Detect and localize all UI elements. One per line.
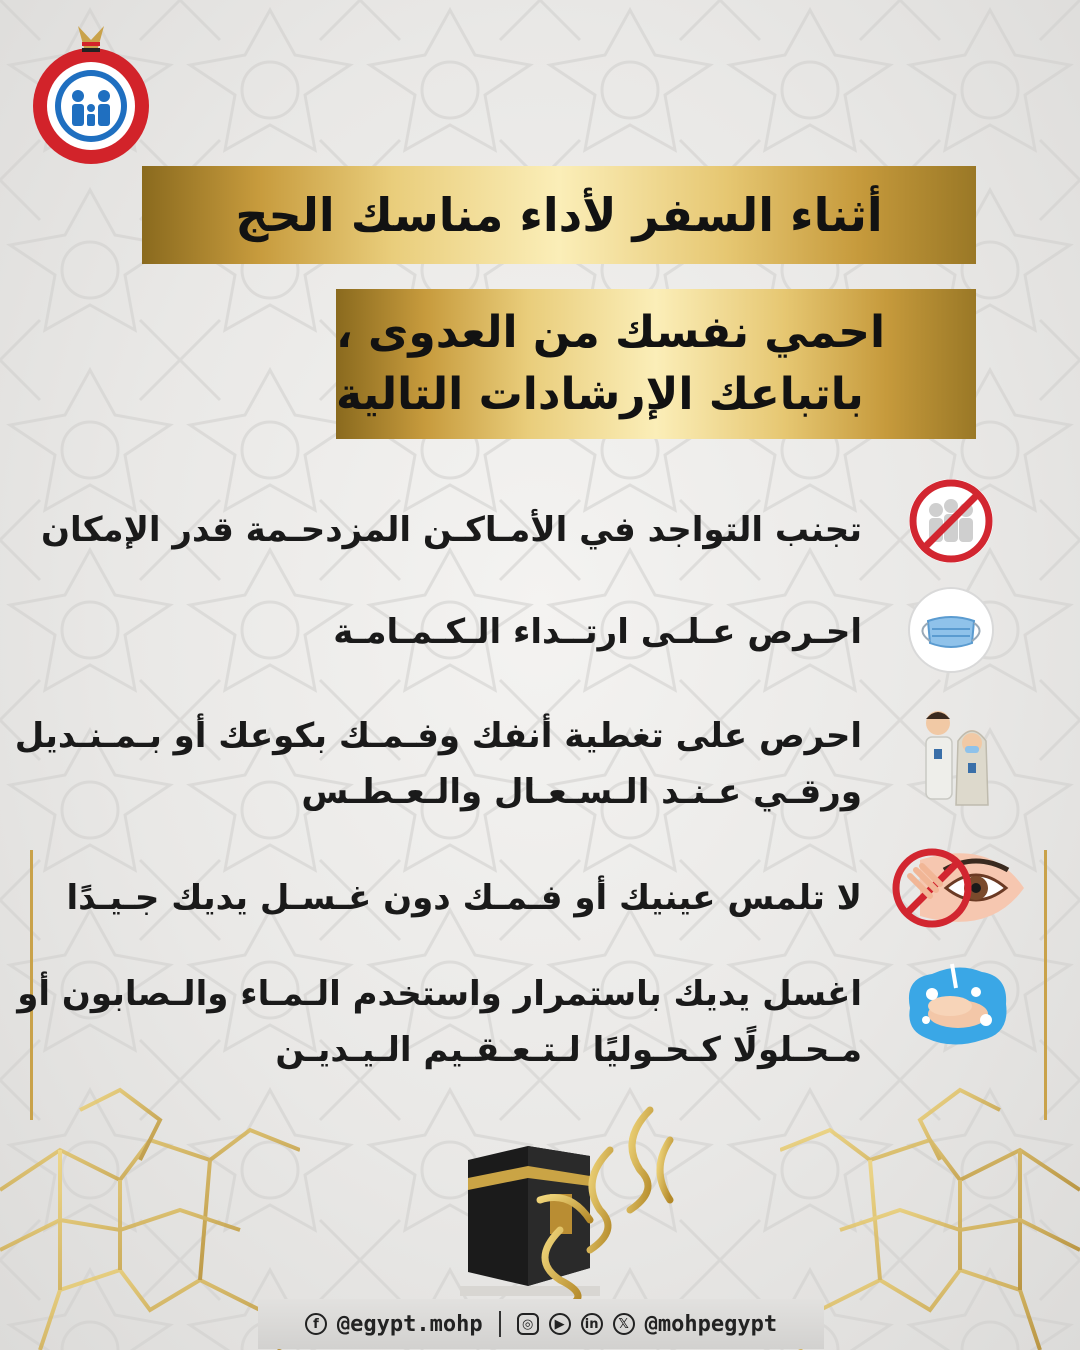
tip-2-line-1: احـرص عـلـى ارتــداء الـكـمـامـة <box>333 612 862 652</box>
tip-4-line-1: لا تلمس عينيك أو فـمـك دون غـسـل يديك جـيـدًا <box>66 878 862 918</box>
facebook-handle[interactable]: @egypt.mohp <box>336 1311 483 1337</box>
tip-item-1 <box>41 502 862 558</box>
title-banner <box>142 166 976 264</box>
no-crowds-icon <box>906 476 996 566</box>
tip-item-4 <box>66 870 862 926</box>
gold-vertical-line-right <box>1044 850 1048 1120</box>
footer-divider <box>499 1311 501 1337</box>
page-title: أثناء السفر لأداء مناسك الحج <box>235 188 883 242</box>
tip-item-2 <box>333 604 862 660</box>
instagram-icon[interactable]: ◎ <box>517 1313 539 1335</box>
tip-3-line-2: ورقـي عـنـد الـسـعـال والـعـطـس <box>301 772 862 812</box>
pilgrims-icon <box>908 705 1000 815</box>
face-mask-icon <box>906 585 996 675</box>
facebook-icon[interactable]: f <box>305 1313 327 1335</box>
social-footer <box>258 1299 824 1349</box>
x-icon[interactable]: 𝕏 <box>613 1313 635 1335</box>
hand-washing-icon <box>902 958 1012 1048</box>
hajj-mabrour-calligraphy <box>500 1080 700 1310</box>
tip-5-line-1: اغسل يديك باستمرار واستخدم الـمـاء والـصابون أو <box>17 974 862 1014</box>
no-touch-eyes-icon <box>890 840 1030 936</box>
social-handle[interactable]: @mohpegypt <box>644 1311 778 1337</box>
subtitle-banner <box>336 289 976 439</box>
calligraphy-text: حج مبرور <box>500 1080 504 1081</box>
youtube-icon[interactable]: ▶ <box>549 1313 571 1335</box>
tip-3-line-1: احرص على تغطية أنفك وفـمـك بكوعك أو بـمـنـديل <box>14 716 862 756</box>
tip-5-line-2: مـحـلولًا كـحـوليًا لـتـعـقـيم الـيـديـن <box>275 1030 862 1070</box>
gold-ornament-left <box>0 1050 300 1350</box>
ministry-of-health-logo <box>28 18 154 168</box>
tip-item-3 <box>15 708 862 820</box>
gold-ornament-right <box>780 1050 1080 1350</box>
subtitle-line-2: باتباعك الإرشادات التالية <box>336 369 864 420</box>
tip-item-5 <box>17 966 862 1078</box>
linkedin-icon[interactable]: in <box>581 1313 603 1335</box>
subtitle-line-1: احمي نفسك من العدوى ، <box>336 307 886 358</box>
tip-1-line-1: تجنب التواجد في الأمـاكـن المزدحـمة قدر الإمكان <box>40 510 862 550</box>
